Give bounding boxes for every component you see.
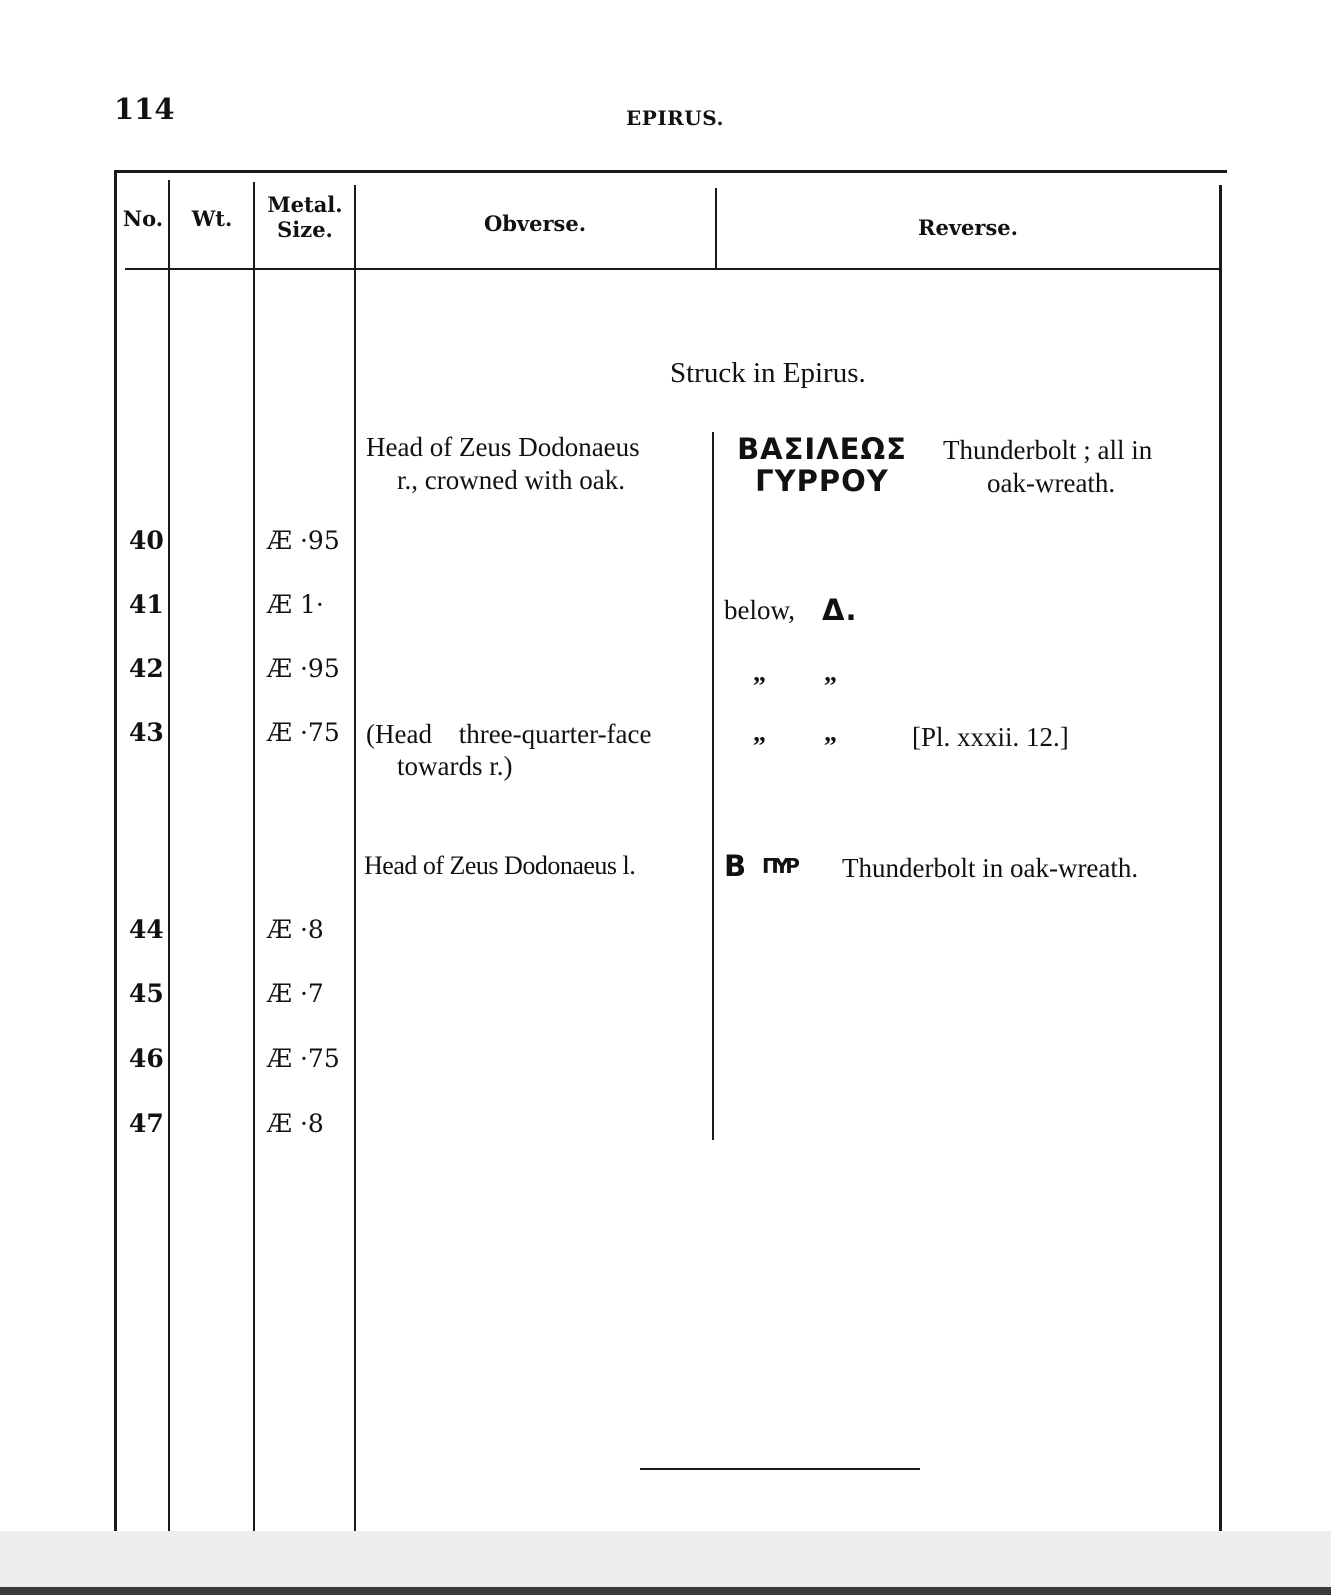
row-41-metal: Æ 1· [267, 590, 324, 619]
row-43-obverse-line2: towards r.) [397, 751, 513, 781]
row-43-obverse-line1: (Head three-quarter-face [366, 719, 652, 749]
row-43-ditto-2: „ [824, 718, 837, 747]
header-reverse: Reverse. [918, 215, 1018, 240]
row-43-ditto-1: „ [753, 718, 766, 747]
row-44-metal: Æ ·8 [267, 915, 324, 944]
column-rule-wt [253, 182, 255, 1531]
row-41-no: 41 [129, 590, 164, 619]
row-45-metal: Æ ·7 [267, 979, 324, 1008]
group1-obverse-line2: r., crowned with oak. [397, 465, 625, 495]
row-43-plate-ref: [Pl. xxxii. 12.] [912, 722, 1069, 752]
group2-reverse: Thunderbolt in oak-wreath. [842, 853, 1139, 883]
section-title: Struck in Epirus. [670, 357, 866, 389]
group2-obverse: Head of Zeus Dodonaeus l. [364, 851, 636, 880]
group2-monogram-b: B [724, 849, 748, 883]
header-metal-line2: Size. [277, 217, 333, 242]
group1-obverse-line1: Head of Zeus Dodonaeus [366, 432, 640, 462]
table-top-rule [117, 170, 1227, 173]
column-rule-right [1219, 185, 1222, 1531]
viewer-bottom-edge [0, 1587, 1331, 1595]
viewer-bottom-bar [0, 1531, 1331, 1587]
running-head: EPIRUS. [626, 106, 724, 130]
header-metal [257, 192, 353, 242]
header-wt: Wt. [191, 206, 233, 231]
row-40-metal: Æ ·95 [267, 526, 340, 555]
row-47-metal: Æ ·8 [267, 1109, 324, 1138]
row-41-reverse-text: below, [724, 595, 795, 625]
column-rule-obverse-header [715, 188, 717, 270]
group1-legend-line1: ΒΑΣΙΛΕΩΣ [737, 432, 907, 466]
group1-reverse-line2: oak-wreath. [987, 468, 1116, 498]
column-rule-metal [354, 185, 356, 1531]
row-42-metal: Æ ·95 [267, 654, 340, 683]
row-40-no: 40 [129, 526, 164, 555]
header-bottom-rule [125, 268, 1221, 270]
header-metal-line1: Metal. [267, 192, 343, 217]
page-number: 114 [114, 92, 175, 126]
header-obverse: Obverse. [483, 211, 587, 236]
row-43-no: 43 [129, 718, 164, 747]
header-no: No. [122, 206, 164, 231]
group1-reverse-line1: Thunderbolt ; all in [943, 435, 1153, 465]
row-41-reverse-mark: Δ. [822, 593, 858, 627]
column-rule-obverse [712, 432, 714, 1140]
section-end-rule [640, 1468, 920, 1470]
row-44-no: 44 [129, 915, 164, 944]
row-42-ditto-2: „ [824, 658, 837, 687]
group2-monogram-pyr: ΠΥΡ [762, 854, 796, 878]
row-46-metal: Æ ·75 [267, 1044, 340, 1073]
column-rule-left [114, 170, 117, 1531]
row-45-no: 45 [129, 979, 164, 1008]
row-46-no: 46 [129, 1044, 164, 1073]
column-rule-no [168, 180, 170, 1531]
group1-legend-line2: ΓΥΡΡΟΥ [755, 464, 889, 498]
row-47-no: 47 [129, 1109, 164, 1138]
row-43-metal: Æ ·75 [267, 718, 340, 747]
row-42-no: 42 [129, 654, 164, 683]
row-42-ditto-1: „ [753, 658, 766, 687]
